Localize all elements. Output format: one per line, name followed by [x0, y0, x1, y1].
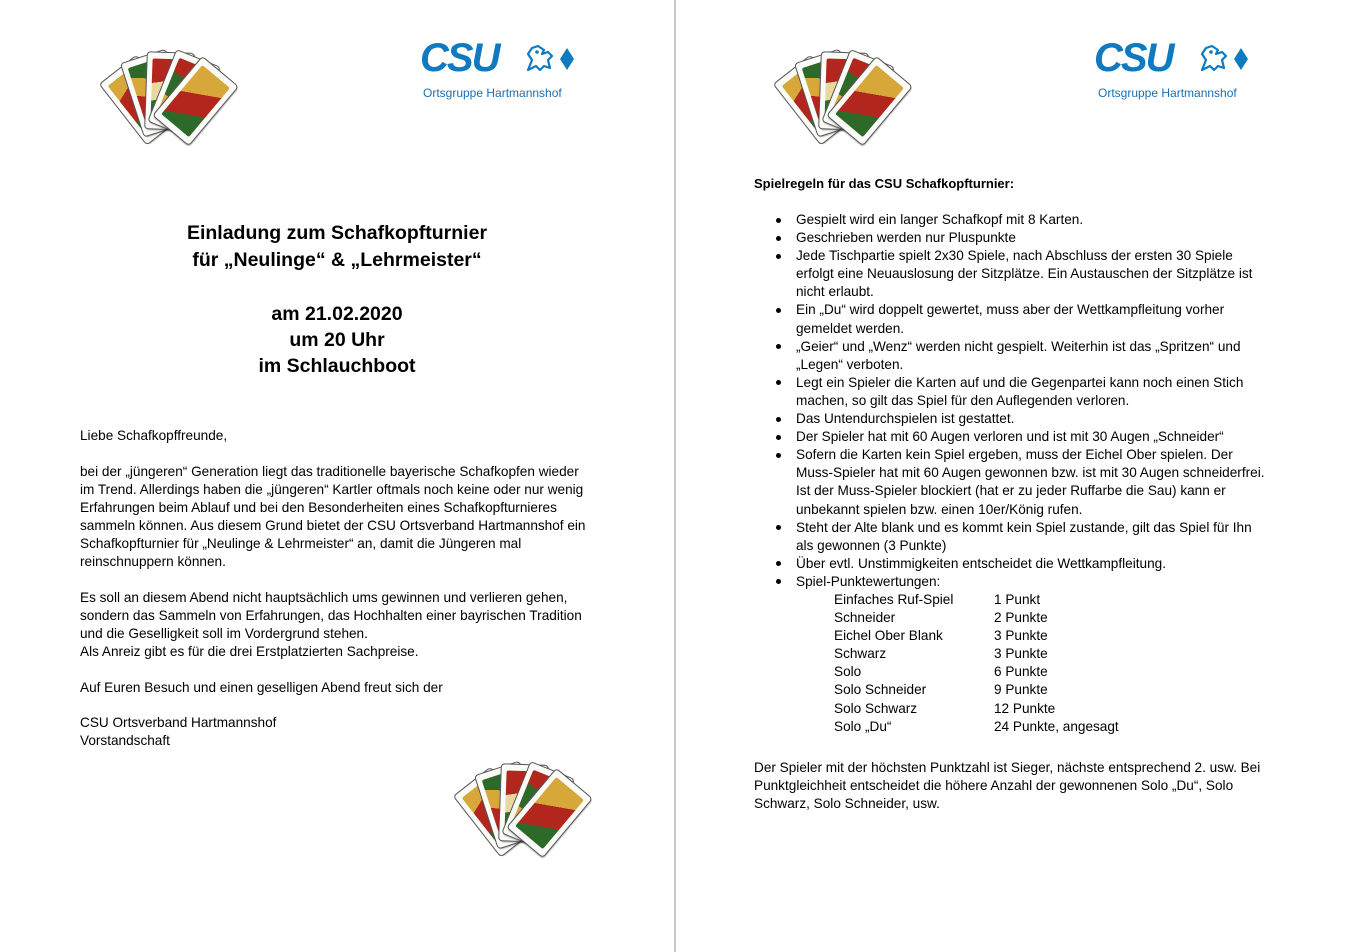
rule-item: [754, 519, 1294, 555]
rule-item: [754, 573, 1294, 591]
rule-item: [754, 428, 1294, 446]
table-row: [834, 591, 1294, 609]
rules-title: Spielregeln für das CSU Schafkopfturnier:: [754, 176, 1015, 191]
csu-logo: [1094, 36, 1274, 116]
event-time: um 20 Uhr: [289, 329, 385, 351]
table-row: [834, 718, 1294, 736]
text-line: Liebe Schafkopffreunde,: [80, 428, 228, 443]
text-line: Über evtl. Unstimmigkeiten entscheidet die Wettkampfleitung.: [796, 555, 1166, 571]
invitation-heading: [80, 220, 594, 274]
rule-item: [754, 446, 1294, 518]
bullet-icon: [776, 344, 781, 349]
text-line: Es soll an diesem Abend nicht hauptsächlich ums gewinnen und verlieren gehen,: [80, 590, 568, 605]
text-line: Legt ein Spieler die Karten auf und die Gegenpartei kann noch einen Stich: [796, 374, 1244, 390]
event-details: [80, 301, 594, 379]
score-name: Solo: [834, 664, 862, 680]
bullet-icon: [776, 308, 781, 313]
diamond-icon: [1234, 48, 1248, 70]
text-line: Punktgleichheit entscheidet die höhere Anzahl der gewonnenen Solo „Du“, Solo: [754, 778, 1234, 793]
bullet-icon: [776, 453, 781, 458]
table-row: [834, 663, 1294, 681]
csu-logo: [420, 36, 600, 116]
text-line: Schafkopfturnier für „Neulinge & Lehrmeister“ an, damit die Jüngeren mal: [80, 536, 522, 551]
score-points: 9 Punkte: [994, 682, 1048, 698]
text-line: sondern das Sammeln von Erfahrungen, das Hochhalten einer bayrischen Tradition: [80, 608, 582, 623]
signature: [80, 714, 595, 750]
text-line: erfolgt eine Neuauslosung der Sitzplätze. Ein Austauschen der Sitzplätze ist: [796, 266, 1253, 282]
score-name: Solo „Du“: [834, 718, 892, 734]
text-line: Jede Tischpartie spielt 2x30 Spiele, nach Abschluss der ersten 30 Spiele: [796, 248, 1233, 264]
event-date: am 21.02.2020: [271, 303, 403, 325]
text-line: sammeln können. Aus diesem Grund bietet der CSU Ortsverband Hartmannshof ein: [80, 518, 586, 533]
text-line: Gespielt wird ein langer Schafkopf mit 8 Karten.: [796, 212, 1084, 227]
closing-paragraph: [754, 759, 1294, 813]
diamond-icon: [560, 48, 574, 70]
text-line: gemeldet werden.: [796, 320, 905, 336]
bullet-icon: [776, 525, 781, 530]
invitation-page: [0, 0, 674, 952]
table-row: [834, 681, 1294, 699]
text-line: Spiel-Punktewertungen:: [796, 573, 941, 589]
logo-subtitle: Ortsgruppe Hartmannshof: [423, 86, 562, 100]
logo-subtitle: Ortsgruppe Hartmannshof: [1098, 86, 1237, 100]
score-name: Solo Schneider: [834, 682, 927, 698]
text-line: Steht der Alte blank und es kommt kein Spiel zustande, gilt das Spiel für Ihn: [796, 519, 1252, 535]
rule-item: [754, 338, 1294, 374]
csu-wordmark: CSU: [420, 36, 499, 80]
text-line: nicht erlaubt.: [796, 284, 874, 300]
text-line: als gewonnen (3 Punkte): [796, 537, 947, 553]
text-line: Muss-Spieler hat mit 60 Augen gewonnen bzw. ist mit 30 Augen schneiderfrei.: [796, 465, 1265, 481]
bullet-icon: [776, 254, 781, 259]
rules-list: [754, 211, 1294, 736]
paragraph-purpose: [80, 589, 595, 661]
table-row: [834, 609, 1294, 627]
playing-cards-image: [440, 750, 596, 874]
text-line: CSU Ortsverband Hartmannshof: [80, 715, 277, 730]
event-location: im Schlauchboot: [258, 355, 416, 377]
paragraph-intro: [80, 463, 595, 571]
playing-cards-image: [760, 38, 916, 162]
text-line: reinschnuppern können.: [80, 554, 226, 569]
rule-item: [754, 247, 1294, 301]
table-row: [834, 645, 1294, 663]
text-line: machen, so gilt das Spiel für den Auflegenden verloren.: [796, 392, 1130, 408]
table-row: [834, 627, 1294, 645]
csu-wordmark: CSU: [1094, 36, 1173, 80]
rule-item: [754, 211, 1294, 229]
lion-icon: [522, 42, 556, 74]
heading-line: für „Neulinge“ & „Lehrmeister“: [192, 249, 482, 271]
score-points: 2 Punkte: [994, 610, 1048, 626]
score-points: 3 Punkte: [994, 628, 1048, 644]
bullet-icon: [776, 579, 781, 584]
scoring-table: [834, 591, 1294, 736]
score-points: 6 Punkte: [994, 664, 1048, 680]
playing-cards-image: [86, 38, 242, 162]
score-name: Schneider: [834, 610, 896, 626]
score-name: Eichel Ober Blank: [834, 628, 943, 644]
text-line: Geschrieben werden nur Pluspunkte: [796, 230, 1016, 246]
bullet-icon: [776, 218, 781, 223]
score-points: 24 Punkte, angesagt: [994, 718, 1119, 734]
rule-item: [754, 301, 1294, 337]
rule-item: [754, 410, 1294, 428]
heading-line: Einladung zum Schafkopfturnier: [186, 222, 488, 244]
lion-icon: [1196, 42, 1230, 74]
bullet-icon: [776, 435, 781, 440]
score-points: 12 Punkte: [994, 700, 1056, 716]
score-name: Einfaches Ruf-Spiel: [834, 591, 954, 607]
rule-item: [754, 229, 1294, 247]
text-line: im Trend. Allerdings haben die „jüngeren“ Kartler oftmals noch keine oder nur wenig: [80, 482, 584, 497]
text-line: bei der „jüngeren“ Generation liegt das traditionelle bayerische Schafkopfen wieder: [80, 464, 579, 479]
text-line: Erfahrungen beim Ablauf und bei den Besonderheiten eines Schafkopfturnieres: [80, 500, 557, 515]
text-line: Das Untendurchspielen ist gestattet.: [796, 411, 1015, 427]
text-line: unbekannt spielen bzw. einen 10er/König rufen.: [796, 501, 1083, 517]
score-points: 1 Punkt: [994, 591, 1041, 607]
text-line: Als Anreiz gibt es für die drei Erstplatzierten Sachpreise.: [80, 644, 419, 659]
greeting: [80, 427, 595, 445]
rule-item: [754, 374, 1294, 410]
text-line: Sofern die Karten kein Spiel ergeben, muss der Eichel Ober spielen. Der: [796, 447, 1233, 463]
text-line: Ist der Muss-Spieler blockiert (hat er zu jeder Ruffarbe die Sau) kann er: [796, 483, 1226, 499]
text-line: Der Spieler hat mit 60 Augen verloren und ist mit 30 Augen „Schneider“: [796, 429, 1224, 445]
text-line: und die Geselligkeit soll im Vordergrund stehen.: [80, 626, 368, 641]
text-line: Ein „Du“ wird doppelt gewertet, muss aber der Wettkampfleitung vorher: [796, 302, 1225, 318]
text-line: Der Spieler mit der höchsten Punktzahl ist Sieger, nächste entsprechend 2. usw. Bei: [754, 760, 1261, 775]
bullet-icon: [776, 417, 781, 422]
text-line: Schwarz, Solo Schneider, usw.: [754, 796, 940, 811]
text-line: „Geier“ und „Wenz“ werden nicht gespielt. Weiterhin ist das „Spritzen“ und: [796, 338, 1241, 354]
score-points: 3 Punkte: [994, 646, 1048, 662]
text-line: „Legen“ verboten.: [796, 356, 904, 372]
paragraph-closing: [80, 679, 595, 697]
bullet-icon: [776, 236, 781, 241]
bullet-icon: [776, 561, 781, 566]
bullet-icon: [776, 380, 781, 385]
rule-item: [754, 555, 1294, 573]
score-name: Solo Schwarz: [834, 700, 918, 716]
text-line: Auf Euren Besuch und einen geselligen Abend freut sich der: [80, 680, 443, 695]
table-row: [834, 700, 1294, 718]
text-line: Vorstandschaft: [80, 733, 170, 748]
score-name: Schwarz: [834, 646, 887, 662]
rules-page: [676, 0, 1350, 952]
